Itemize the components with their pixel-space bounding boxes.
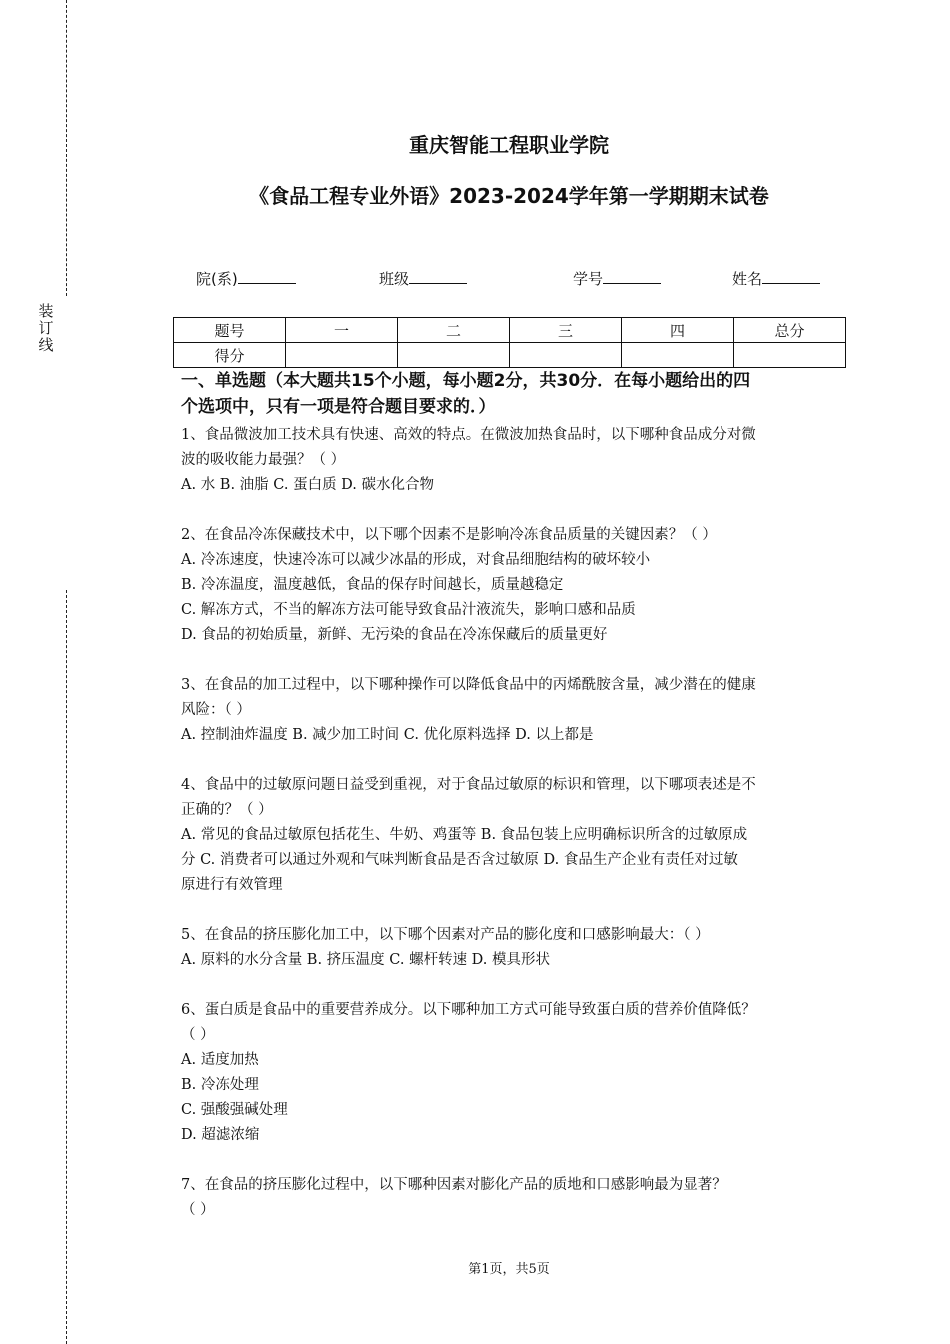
dept-field[interactable] bbox=[196, 268, 296, 289]
score-cell[interactable] bbox=[622, 343, 734, 368]
score-table-header: 四 bbox=[622, 318, 734, 343]
question-options: A. 原料的水分含量 B. 挤压温度 C. 螺杆转速 D. 模具形状 bbox=[181, 952, 551, 968]
dept-label: 院(系) bbox=[196, 270, 238, 288]
question-3 bbox=[181, 673, 841, 748]
score-table-score-row bbox=[174, 343, 846, 368]
question-line: 5、在食品的挤压膨化加工中，以下哪个因素对产品的膨化度和口感影响最大：（ ） bbox=[181, 927, 710, 943]
student-id-field[interactable] bbox=[573, 268, 661, 289]
score-table-header-row bbox=[174, 318, 846, 343]
question-options: 分 C. 消费者可以通过外观和气味判断食品是否含过敏原 D. 食品生产企业有责任对过敏 bbox=[181, 852, 738, 868]
score-cell[interactable] bbox=[734, 343, 846, 368]
question-line: 风险：（ ） bbox=[181, 702, 251, 718]
question-option: A. 适度加热 bbox=[181, 1052, 259, 1068]
question-options: A. 水 B. 油脂 C. 蛋白质 D. 碳水化合物 bbox=[181, 477, 435, 493]
score-cell[interactable] bbox=[510, 343, 622, 368]
question-6 bbox=[181, 998, 841, 1148]
section-heading-line: 一、单选题（本大题共15个小题，每小题2分，共30分．在每小题给出的四 bbox=[181, 371, 751, 391]
dept-blank[interactable] bbox=[238, 269, 296, 284]
score-cell[interactable] bbox=[398, 343, 510, 368]
question-1 bbox=[181, 423, 841, 498]
class-blank[interactable] bbox=[409, 269, 467, 284]
binding-char: 订 bbox=[38, 319, 54, 337]
question-option: A. 冷冻速度，快速冷冻可以减少冰晶的形成，对食品细胞结构的破坏较小 bbox=[181, 552, 651, 568]
question-option: B. 冷冻处理 bbox=[181, 1077, 259, 1093]
question-line: 7、在食品的挤压膨化过程中，以下哪种因素对膨化产品的质地和口感影响最为显著？ bbox=[181, 1177, 727, 1193]
question-options: A. 控制油炸温度 B. 减少加工时间 C. 优化原料选择 D. 以上都是 bbox=[181, 727, 594, 743]
question-options: 原进行有效管理 bbox=[181, 877, 283, 893]
question-line: （ ） bbox=[181, 1202, 215, 1218]
student-id-blank[interactable] bbox=[603, 269, 661, 284]
question-line: 1、食品微波加工技术具有快速、高效的特点。在微波加热食品时，以下哪种食品成分对微 bbox=[181, 427, 756, 443]
binding-dashed-line-bottom bbox=[66, 590, 67, 1344]
name-blank[interactable] bbox=[762, 269, 820, 284]
question-option: B. 冷冻温度，温度越低，食品的保存时间越长，质量越稳定 bbox=[181, 577, 564, 593]
school-name: 重庆智能工程职业学院 bbox=[409, 133, 609, 157]
score-table-header: 三 bbox=[510, 318, 622, 343]
question-option: D. 超滤浓缩 bbox=[181, 1127, 260, 1143]
question-2 bbox=[181, 523, 841, 648]
question-option: C. 解冻方式，不当的解冻方法可能导致食品汁液流失，影响口感和品质 bbox=[181, 602, 636, 618]
question-option: D. 食品的初始质量，新鲜、无污染的食品在冷冻保藏后的质量更好 bbox=[181, 627, 608, 643]
name-field[interactable] bbox=[732, 268, 820, 289]
section-heading-line: 个选项中，只有一项是符合题目要求的．） bbox=[181, 397, 496, 417]
question-line: 6、蛋白质是食品中的重要营养成分。以下哪种加工方式可能导致蛋白质的营养价值降低？ bbox=[181, 1002, 756, 1018]
class-field[interactable] bbox=[379, 268, 467, 289]
question-4 bbox=[181, 773, 841, 898]
score-table-header: 总分 bbox=[734, 318, 846, 343]
question-5 bbox=[181, 923, 841, 973]
section-heading bbox=[181, 368, 841, 420]
binding-char: 线 bbox=[38, 336, 54, 354]
score-cell[interactable] bbox=[286, 343, 398, 368]
class-label: 班级 bbox=[379, 270, 410, 288]
question-line: 2、在食品冷冻保藏技术中，以下哪个因素不是影响冷冻食品质量的关键因素？（ ） bbox=[181, 527, 717, 543]
question-line: 正确的？（ ） bbox=[181, 802, 273, 818]
name-label: 姓名 bbox=[732, 270, 763, 288]
question-options: A. 常见的食品过敏原包括花生、牛奶、鸡蛋等 B. 食品包装上应明确标识所含的过敏原成 bbox=[181, 827, 748, 843]
score-table-header: 二 bbox=[398, 318, 510, 343]
student-id-label: 学号 bbox=[573, 270, 604, 288]
score-table-header: 一 bbox=[286, 318, 398, 343]
question-line: 3、在食品的加工过程中，以下哪种操作可以降低食品中的丙烯酰胺含量，减少潜在的健康 bbox=[181, 677, 756, 693]
exam-title: 《食品工程专业外语》2023-2024学年第一学期期末试卷 bbox=[249, 184, 769, 208]
binding-char: 装 bbox=[38, 302, 54, 320]
question-line: 波的吸收能力最强？（ ） bbox=[181, 452, 346, 468]
page-footer: 第1页，共5页 bbox=[468, 1262, 550, 1277]
question-option: C. 强酸强碱处理 bbox=[181, 1102, 288, 1118]
question-7 bbox=[181, 1173, 841, 1223]
question-line: 4、食品中的过敏原问题日益受到重视，对于食品过敏原的标识和管理，以下哪项表述是不 bbox=[181, 777, 756, 793]
exam-content bbox=[181, 368, 841, 1248]
score-table bbox=[173, 317, 846, 368]
binding-label bbox=[37, 303, 55, 354]
score-table-header: 题号 bbox=[174, 318, 286, 343]
score-label: 得分 bbox=[174, 343, 286, 368]
question-line: （ ） bbox=[181, 1027, 215, 1043]
